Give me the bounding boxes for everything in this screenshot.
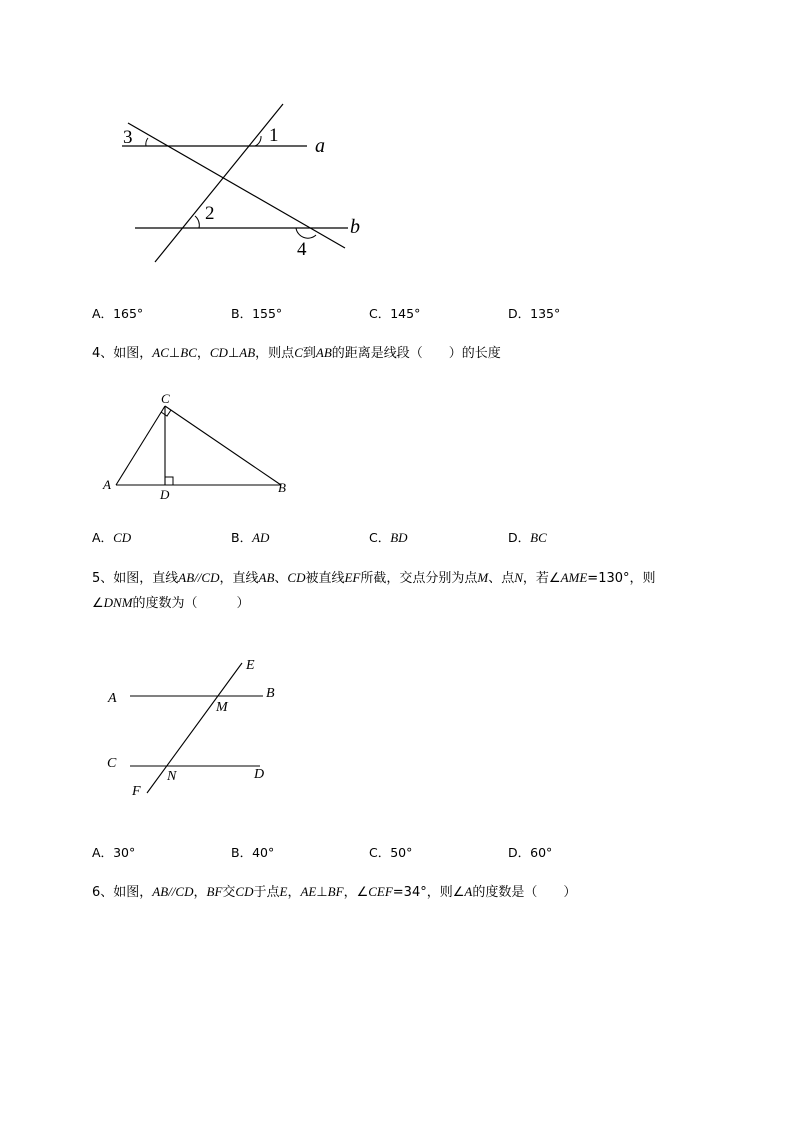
q4-math: AB (239, 345, 256, 360)
option-letter: A． (92, 845, 114, 860)
segment-ac (116, 406, 165, 485)
q6-text: 如图， (113, 885, 153, 900)
q4-options (92, 528, 652, 546)
option-letter: B． (231, 306, 253, 321)
label-c: C (161, 391, 170, 406)
q6-math: AB (152, 884, 169, 899)
q4-option-d[interactable] (508, 528, 547, 546)
label-b: B (266, 686, 275, 701)
q4-math: CD (209, 345, 228, 360)
q5-math: M (477, 570, 489, 585)
option-value: 50° (390, 845, 413, 860)
q3-option-c[interactable] (369, 304, 420, 322)
q6-text: 交 (222, 885, 236, 900)
option-value: 40° (252, 845, 275, 860)
option-value: BC (530, 530, 547, 545)
label-n: N (167, 769, 177, 784)
q5-text: 、 (274, 571, 288, 586)
label-2: 2 (205, 203, 215, 224)
q6-math: // (168, 884, 176, 899)
angle-3-arc (146, 138, 148, 146)
option-letter: C． (369, 306, 391, 321)
q4-math: BC (180, 345, 197, 360)
q6-text: =34°，则∠ (392, 885, 465, 900)
q5-text: 所截，交点分别为点 (360, 571, 478, 586)
q5-math: AB (178, 570, 195, 585)
q5-math: CD (287, 570, 306, 585)
q6-math: CEF (368, 884, 393, 899)
q5-text: 如图，直线 (113, 571, 179, 586)
transversal-2 (128, 123, 345, 248)
q4-text: ， (196, 346, 210, 361)
option-letter: D． (508, 530, 531, 545)
angle-2-arc (195, 216, 199, 228)
q6-math: CD (235, 884, 254, 899)
q4-text: 的距离是线段（ ）的长度 (331, 346, 501, 361)
question-5 (92, 566, 656, 616)
q5-text: ，直线 (219, 571, 259, 586)
q3-option-a[interactable] (92, 304, 143, 322)
q5-option-d[interactable] (508, 843, 552, 861)
q6-math: BF (327, 884, 344, 899)
q6-text: 于点 (253, 885, 280, 900)
figure-q5-svg (100, 652, 290, 802)
label-c: C (107, 756, 117, 771)
q5-math: DNM (103, 595, 133, 610)
q5-math: AB (258, 570, 275, 585)
q5-text: =130°，则 (587, 571, 656, 586)
q3-option-b[interactable] (231, 304, 282, 322)
figure-q4 (100, 388, 300, 503)
q6-text: ，∠ (343, 885, 369, 900)
option-letter: B． (231, 530, 253, 545)
q4-math: AC (152, 345, 169, 360)
q6-math: A (464, 884, 473, 899)
figure-q3 (110, 95, 370, 270)
q3-option-d[interactable] (508, 304, 560, 322)
q5-math: AME (560, 570, 588, 585)
question-4 (92, 341, 501, 366)
q4-option-c[interactable] (369, 528, 408, 546)
question-5-line-2 (92, 591, 656, 616)
q4-math: C (294, 345, 303, 360)
q6-math: AE (300, 884, 317, 899)
q4-text: ，则点 (255, 346, 295, 361)
figure-q3-svg (110, 95, 370, 270)
question-number: 4、 (92, 346, 114, 361)
q3-options (92, 304, 652, 322)
label-d: D (254, 767, 265, 782)
option-letter: D． (508, 845, 531, 860)
q5-option-a[interactable] (92, 843, 135, 861)
q5-options (92, 843, 652, 861)
question-5-line-1 (92, 566, 656, 591)
q5-math: CD (201, 570, 220, 585)
label-1: 1 (269, 125, 279, 146)
question-number: 5、 (92, 571, 114, 586)
option-value: 155° (252, 306, 283, 321)
q6-text: ， (287, 885, 301, 900)
q5-option-b[interactable] (231, 843, 274, 861)
q4-option-a[interactable] (92, 528, 131, 546)
q6-text: 的度数是（ ） (472, 885, 577, 900)
q5-math: // (194, 570, 202, 585)
q5-math: EF (344, 570, 361, 585)
label-4: 4 (297, 239, 307, 260)
label-b: B (278, 480, 286, 495)
label-a: a (315, 135, 325, 157)
option-value: 60° (530, 845, 553, 860)
figure-q4-svg (100, 388, 300, 503)
figure-q5 (100, 652, 290, 802)
label-3: 3 (123, 127, 133, 148)
label-f: F (132, 784, 141, 799)
label-a: A (108, 691, 117, 706)
q5-option-c[interactable] (369, 843, 412, 861)
label-m: M (216, 700, 228, 715)
option-value: 145° (390, 306, 421, 321)
q5-text: 的度数为（ ） (132, 596, 250, 611)
option-letter: A． (92, 530, 114, 545)
q6-math: CD (175, 884, 194, 899)
option-value: AD (252, 530, 270, 545)
option-value: 30° (113, 845, 136, 860)
option-value: 135° (530, 306, 561, 321)
q4-option-b[interactable] (231, 528, 269, 546)
q5-math: N (514, 570, 523, 585)
option-value: 165° (113, 306, 144, 321)
q5-text: 、点 (488, 571, 515, 586)
segment-bc (165, 406, 281, 485)
q4-math: AB (315, 345, 332, 360)
question-6 (92, 880, 576, 905)
q6-text: ， (193, 885, 207, 900)
q6-math: BF (206, 884, 223, 899)
q6-text: ⊥ (316, 885, 328, 900)
right-angle-d-mark (165, 477, 173, 485)
option-letter: A． (92, 306, 114, 321)
question-number: 6、 (92, 885, 114, 900)
option-value: BD (390, 530, 408, 545)
option-value: CD (113, 530, 132, 545)
q5-text: ，若∠ (522, 571, 561, 586)
label-a: A (103, 477, 111, 492)
q6-math: E (279, 884, 288, 899)
q4-text: 如图， (113, 346, 153, 361)
line-ef (147, 663, 242, 793)
q4-text: ⊥ (227, 346, 240, 361)
q5-text: 被直线 (305, 571, 345, 586)
option-letter: D． (508, 306, 531, 321)
option-letter: C． (369, 845, 391, 860)
transversal-1 (155, 104, 283, 262)
q4-text: ⊥ (168, 346, 181, 361)
label-d: D (160, 487, 170, 502)
q5-text: ∠ (92, 596, 104, 611)
option-letter: C． (369, 530, 391, 545)
label-b: b (350, 216, 360, 238)
label-e: E (246, 658, 255, 673)
option-letter: B． (231, 845, 253, 860)
q4-text: 到 (302, 346, 316, 361)
